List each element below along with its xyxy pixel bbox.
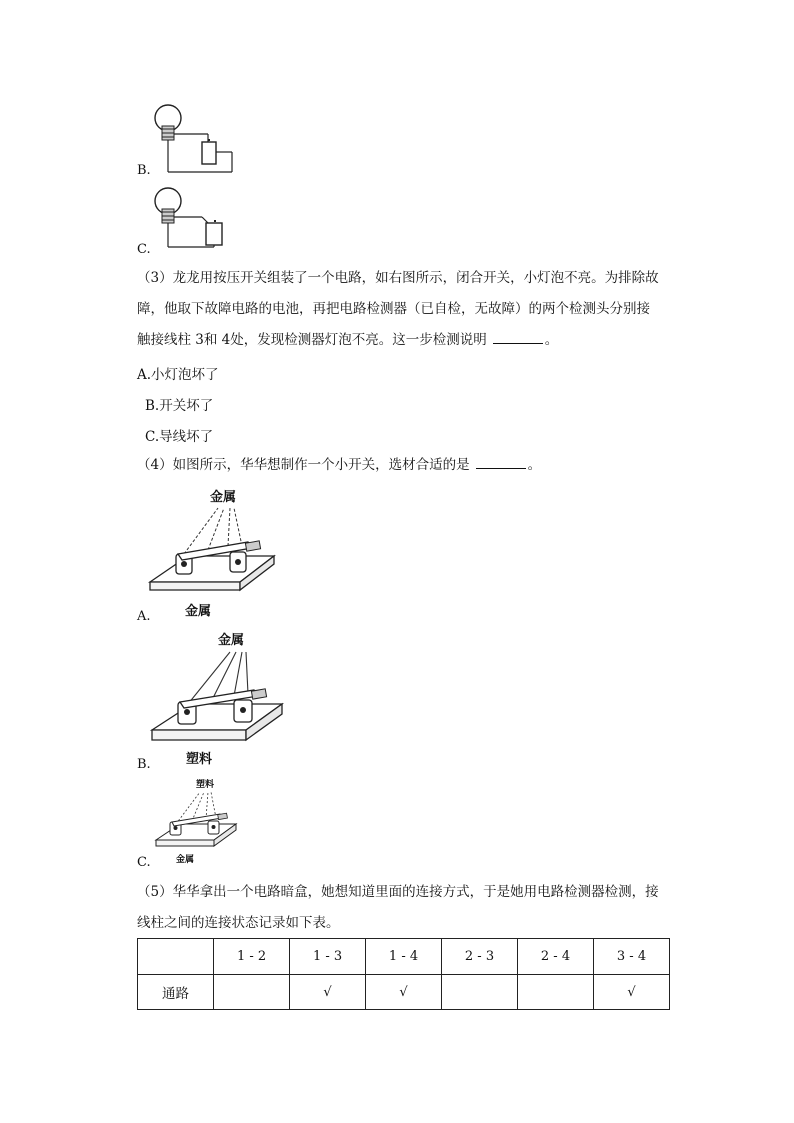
question-3-line-3-wrap — [137, 325, 677, 356]
table-header-cell: 1 - 4 — [366, 939, 442, 975]
answer-blank[interactable] — [476, 454, 526, 469]
question-4-line-wrap — [137, 450, 677, 481]
answer-blank[interactable] — [493, 329, 543, 344]
question-3-line-3: 触接线柱 3和 4处，发现检测器灯泡不亮。这一步检测说明 — [137, 332, 487, 348]
question-3-line-1: （3）龙龙用按压开关组装了一个电路，如右图所示，闭合开关，小灯泡不亮。为排除故 — [137, 270, 659, 286]
switch-b-bottom-text: 塑料 — [186, 752, 213, 767]
choice-a[interactable]: A.小灯泡坏了 — [137, 367, 219, 383]
question-3-line-2: 障，他取下故障电路的电池，再把电路检测器（已自检，无故障）的两个检测头分别接 — [137, 301, 650, 317]
table-cell: √ — [366, 975, 442, 1010]
table-cell — [442, 975, 518, 1010]
circuit-diagram-c — [148, 183, 238, 255]
question-5-line-1: （5）华华拿出一个电路暗盒，她想知道里面的连接方式，于是她用电路检测器检测，接 — [137, 884, 659, 900]
switch-diagram-a — [148, 502, 278, 602]
option-label[interactable]: A. — [137, 609, 151, 624]
switch-c-bottom-text: 金属 — [176, 855, 195, 865]
table-header-cell — [138, 939, 214, 975]
switch-diagram-c — [154, 788, 240, 848]
question-3 — [137, 263, 677, 356]
circuit-diagram-b — [148, 100, 238, 178]
question-5-line-2: 线柱之间的连接状态记录如下表。 — [137, 915, 340, 931]
switch-a-top-text: 金属 — [210, 490, 237, 505]
switch-diagram-b — [150, 646, 286, 746]
table-header-cell: 2 - 3 — [442, 939, 518, 975]
table-cell: √ — [290, 975, 366, 1010]
connection-table — [137, 938, 670, 1010]
switch-b-top-text: 金属 — [218, 633, 245, 648]
option-label[interactable]: B. — [137, 163, 151, 178]
table-header-cell: 3 - 4 — [593, 939, 669, 975]
question-5 — [137, 877, 677, 939]
option-label[interactable]: C. — [137, 855, 151, 870]
end-mark: 。 — [527, 457, 542, 473]
question-4-line: （4）如图所示，华华想制作一个小开关，选材合适的是 — [137, 457, 470, 473]
table-cell: 通路 — [138, 975, 214, 1010]
option-label[interactable]: C. — [137, 242, 151, 257]
end-mark: 。 — [544, 332, 559, 348]
table-header-cell: 1 - 3 — [290, 939, 366, 975]
option-label[interactable]: B. — [137, 757, 151, 772]
table-row — [138, 975, 670, 1010]
table-header-row — [138, 939, 670, 975]
table-cell — [214, 975, 290, 1010]
switch-c-top-text: 塑料 — [196, 780, 215, 790]
table-header-cell: 2 - 4 — [518, 939, 594, 975]
choice-c[interactable]: C.导线坏了 — [145, 429, 214, 445]
question-4 — [137, 450, 677, 481]
choice-b[interactable]: B.开关坏了 — [145, 398, 214, 414]
switch-a-bottom-text: 金属 — [185, 604, 212, 619]
table-cell: √ — [593, 975, 669, 1010]
table-header-cell: 1 - 2 — [214, 939, 290, 975]
table-cell — [518, 975, 594, 1010]
